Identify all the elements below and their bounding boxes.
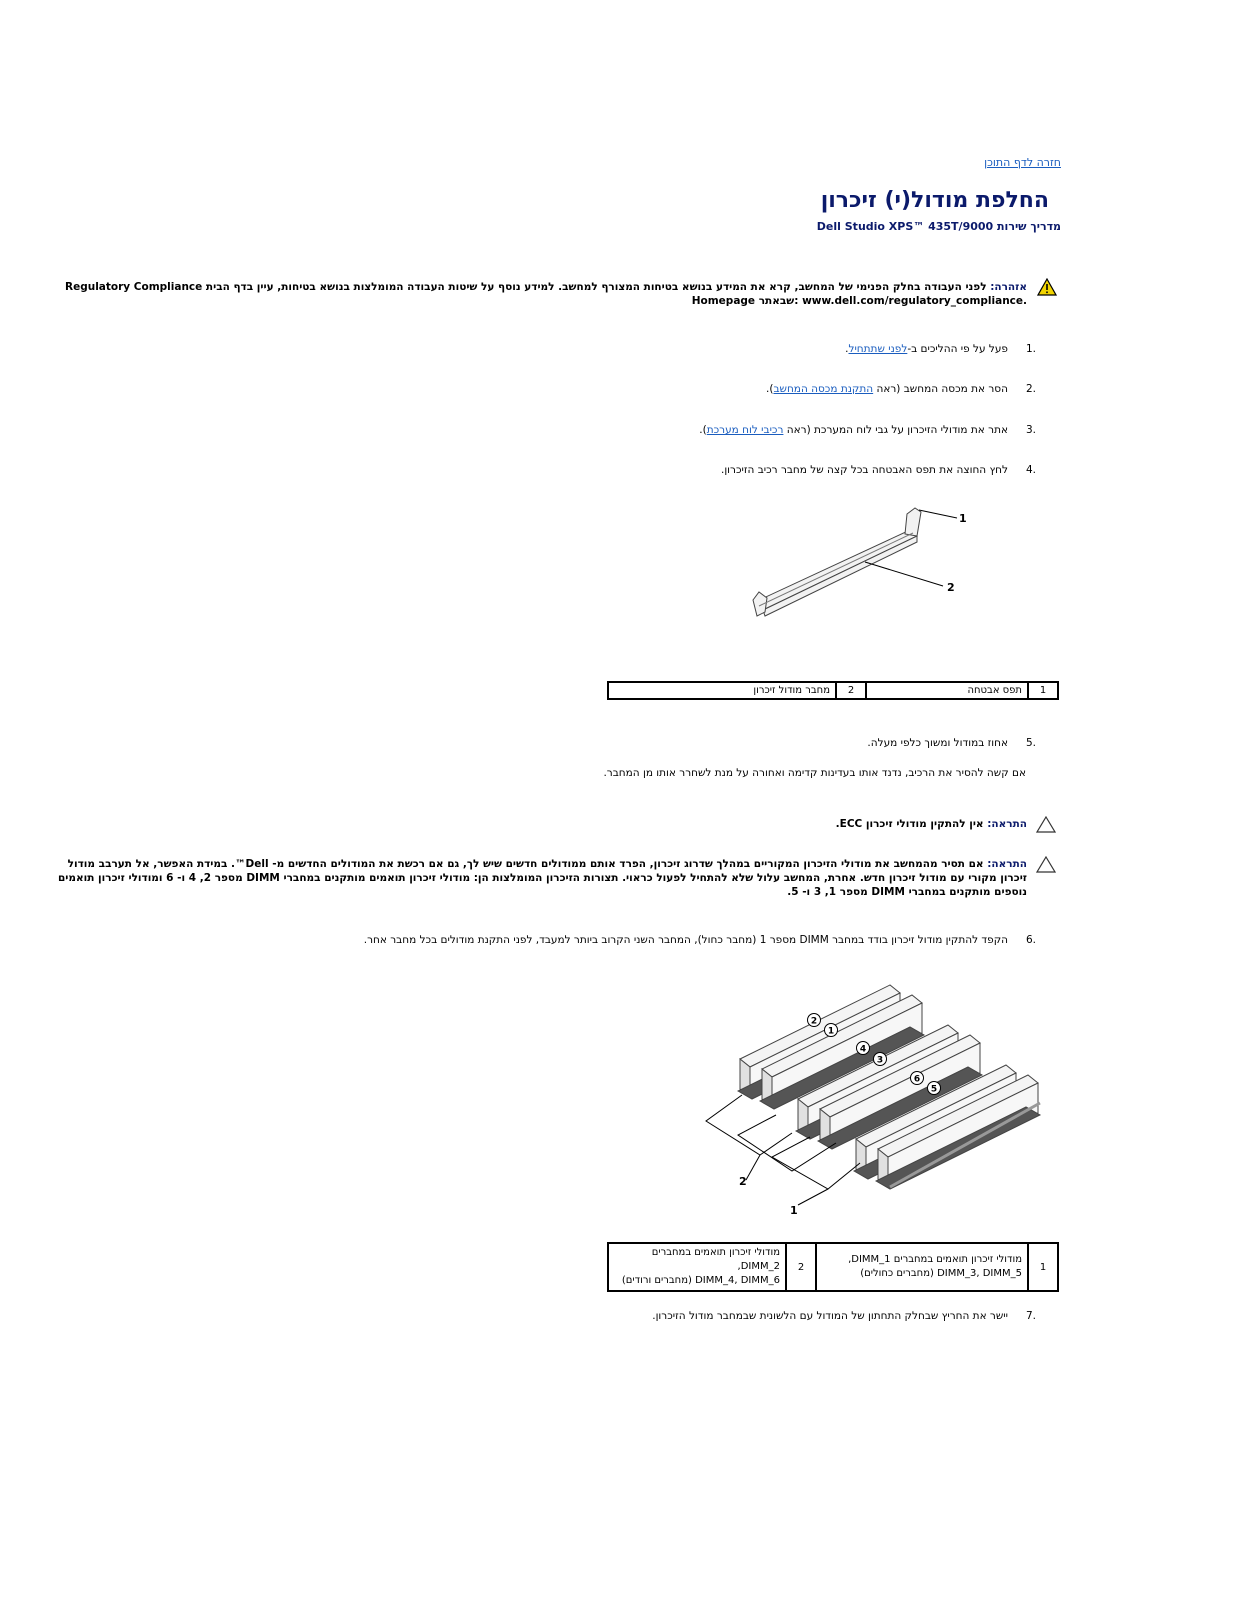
dimm-slots-figure xyxy=(700,975,1045,1220)
warning-text-1: לפני העבודה בחלק הפנימי של המחשב, קרא את המידע בנושא בטיחות המצורף למחשב. למידע נוסף על שיטות העבודה המומלצות בנושא בטיחות, עיין בדף הבית Regulatory Compliance xyxy=(65,281,987,293)
callout-5: 5 xyxy=(930,1084,938,1095)
notice-mixing-line-2: זיכרון מקורי עם מודול זיכרון חדש. אחרת, המחשב עלול שלא להתחיל לפעול כראוי. תצורות הזיכרון המומלצות הן: מודולי זיכרון תואמים מותקנים במחברי DIMM מספר 2, 4 ו- 6 ומודולי זיכרון תואמים xyxy=(57,872,1027,884)
callout-4: 4 xyxy=(859,1044,867,1055)
step-text: אתר את מודולי הזיכרון על גבי לוח המערכת (ראה רכיבי לוח מערכת). xyxy=(699,424,1008,436)
back-to-contents-link[interactable]: חזרה לדף התוכן xyxy=(984,156,1061,169)
step-number: 5. xyxy=(1026,737,1037,749)
legend-label: מחבר מודול זיכרון xyxy=(608,682,836,699)
step-text: הסר את מכסה המחשב (ראה התקנת מכסה המחשב). xyxy=(766,383,1008,395)
step-1 xyxy=(344,343,1044,359)
callout-1: 1 xyxy=(827,1026,835,1037)
callout-6: 6 xyxy=(913,1074,921,1085)
caution-triangle-icon xyxy=(1036,816,1056,833)
legend-label: מודולי זיכרון תואמים במחברים DIMM_2, DIMM_4, DIMM_6 (מחברים ורודים) xyxy=(608,1243,786,1291)
notice-keyword: התראה: xyxy=(987,858,1027,870)
legend-label: תפס אבטחה xyxy=(866,682,1028,699)
step-5 xyxy=(344,737,1044,753)
step-text: פעל על פי ההליכים ב-לפני שתתחיל. xyxy=(845,343,1008,355)
memory-connector-figure xyxy=(745,500,975,630)
step-6 xyxy=(244,934,1044,950)
callout-2: 2 xyxy=(810,1016,818,1027)
install-cover-link[interactable]: התקנת מכסה המחשב xyxy=(773,383,874,395)
step-5-tip: אם קשה להסיר את הרכיב, נדנד אותו בעדינות קדימה ואחורה על מנת לשחרר אותו מן המחבר. xyxy=(603,767,1026,779)
step-number: 1. xyxy=(1026,343,1037,355)
step-number: 7. xyxy=(1026,1310,1037,1322)
callout-2: 2 xyxy=(947,581,955,594)
legend-number: 2 xyxy=(836,682,866,699)
step-number: 6. xyxy=(1026,934,1037,946)
notice-keyword: התראה: xyxy=(987,818,1027,830)
table-row xyxy=(608,682,1058,699)
table-row xyxy=(608,1243,1058,1291)
notice-mixing-line-1 xyxy=(68,857,1027,872)
legend-number: 1 xyxy=(1028,682,1058,699)
step-2 xyxy=(344,383,1044,399)
step-number: 4. xyxy=(1026,464,1037,476)
legend-number: 1 xyxy=(1028,1243,1058,1291)
step-7 xyxy=(344,1310,1044,1326)
notice-text: אם תסיר מהמחשב את מודולי הזיכרון המקוריים במהלך שדרוג זיכרון, הפרד אותם ממודולים חדשים שיש לך, גם אם רכשת את המודולים החדשים מ- Dell™. במידת האפשר, אל תערבב מודול xyxy=(67,858,984,870)
step-text: יישר את החריץ שבחלק התחתון של המודול עם הלשונית שבמחבר מודול הזיכרון. xyxy=(652,1310,1008,1322)
step-text: אחוז במודול ומשוך כלפי מעלה. xyxy=(867,737,1008,749)
callout-bracket-2: 2 xyxy=(739,1175,747,1188)
step-text: הקפד להתקין מודול זיכרון בודד במחבר DIMM מספר 1 (מחבר כחול), המחבר השני הקרוב ביותר למעבד, לפני התקנת מודולים בכל מחבר אחר. xyxy=(363,934,1008,946)
legend-label: מודולי זיכרון תואמים במחברים DIMM_1, DIMM_3, DIMM_5 (מחברים כחולים) xyxy=(816,1243,1028,1291)
notice-ecc xyxy=(836,817,1027,832)
warning-text-2: Homepage שבאתר: www.dell.com/regulatory_compliance. xyxy=(691,295,1027,307)
step-text: לחץ החוצה את תפס האבטחה בכל קצה של מחבר רכיב הזיכרון. xyxy=(720,464,1008,476)
caution-triangle-icon xyxy=(1036,856,1056,873)
warning-keyword: אזהרה: xyxy=(990,281,1027,293)
figure1-legend-table xyxy=(607,681,1059,700)
notice-text: אין להתקין מודולי זיכרון ECC. xyxy=(835,818,984,830)
notice-mixing-line-3: נוספים מותקנים במחברי DIMM מספר 1, 3 ו- 5. xyxy=(787,886,1027,898)
warning-triangle-icon xyxy=(1037,278,1057,296)
before-you-begin-link[interactable]: לפני שתתחיל xyxy=(848,343,908,355)
legend-number: 2 xyxy=(786,1243,816,1291)
step-number: 3. xyxy=(1026,424,1037,436)
callout-bracket-1: 1 xyxy=(790,1204,798,1217)
step-4 xyxy=(344,464,1044,480)
page-subtitle: מדריך שירות Dell Studio XPS™ 435T/9000 xyxy=(816,220,1061,233)
callout-1: 1 xyxy=(959,512,967,525)
page-title: החלפת מודול(י) זיכרון xyxy=(820,188,1049,213)
warning-line-1 xyxy=(65,280,1027,295)
step-number: 2. xyxy=(1026,383,1037,395)
system-board-components-link[interactable]: רכיבי לוח מערכת xyxy=(706,424,784,436)
figure2-legend-table xyxy=(607,1242,1059,1292)
step-3 xyxy=(344,424,1044,440)
callout-3: 3 xyxy=(876,1055,884,1066)
